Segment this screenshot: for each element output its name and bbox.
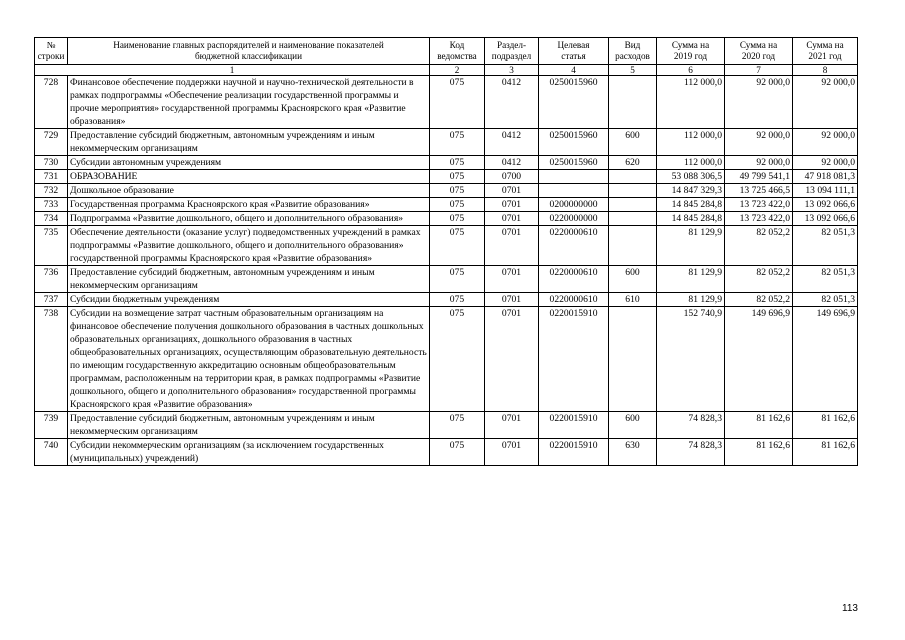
row-sum-2020: 149 696,9: [725, 307, 793, 412]
column-number: 7: [725, 65, 793, 76]
row-sum-2020: 92 000,0: [725, 156, 793, 170]
row-name: Субсидии некоммерческим организациям (за исключением государственных (муниципальных) учреждений): [68, 439, 430, 466]
row-section-code: 0700: [485, 170, 539, 184]
row-sum-2019: 53 088 306,5: [657, 170, 725, 184]
row-section-code: 0701: [485, 212, 539, 226]
row-target-code: 0220000610: [539, 293, 609, 307]
row-dept-code: 075: [430, 156, 485, 170]
column-number: 4: [539, 65, 609, 76]
row-sum-2020: 13 725 466,5: [725, 184, 793, 198]
table-row: [35, 129, 858, 156]
row-number: 734: [35, 212, 68, 226]
row-name: Финансовое обеспечение поддержки научной и научно-технической деятельности в рамках подпрограммы «Обеспечение реализации государственной программы и прочие мероприятия» государственной программы Красноярского края «Развитие образования»: [68, 76, 430, 129]
table-row: [35, 412, 858, 439]
row-dept-code: 075: [430, 293, 485, 307]
row-name: ОБРАЗОВАНИЕ: [68, 170, 430, 184]
row-expense-type: 610: [609, 293, 657, 307]
header-sum-2020: Сумма на 2020 год: [725, 38, 793, 65]
row-name: Субсидии автономным учреждениям: [68, 156, 430, 170]
table-row: [35, 184, 858, 198]
row-name: Предоставление субсидий бюджетным, автономным учреждениям и иным некоммерческим организациям: [68, 129, 430, 156]
row-sum-2021: 149 696,9: [793, 307, 858, 412]
row-name: Субсидии на возмещение затрат частным образовательным организациям на финансовое обеспечение получения дошкольного образования в частных дошкольных образовательных организациях, дошкольного образования в частных общеобразовательных организациях, осуществляющим образовательную деятельность по имеющим государственную аккредитацию основным общеобразовательным программам, расположенным на территории края, в рамках подпрограммы «Развитие дошкольного, общего и дополнительного образования» государственной программы Красноярского края «Развитие образования»: [68, 307, 430, 412]
row-sum-2019: 112 000,0: [657, 129, 725, 156]
row-dept-code: 075: [430, 76, 485, 129]
row-sum-2019: 81 129,9: [657, 226, 725, 266]
row-sum-2021: 13 092 066,6: [793, 198, 858, 212]
row-target-code: 0220000610: [539, 266, 609, 293]
column-number: 3: [485, 65, 539, 76]
row-sum-2020: 82 052,2: [725, 293, 793, 307]
row-sum-2021: 13 094 111,1: [793, 184, 858, 198]
row-name: Предоставление субсидий бюджетным, автономным учреждениям и иным некоммерческим организациям: [68, 266, 430, 293]
table-row: [35, 212, 858, 226]
column-number: 2: [430, 65, 485, 76]
row-target-code: 0220015910: [539, 412, 609, 439]
table-row: [35, 307, 858, 412]
row-expense-type: [609, 226, 657, 266]
row-sum-2020: 49 799 541,1: [725, 170, 793, 184]
row-expense-type: [609, 198, 657, 212]
row-number: 737: [35, 293, 68, 307]
row-target-code: 0250015960: [539, 129, 609, 156]
row-sum-2019: 112 000,0: [657, 76, 725, 129]
row-dept-code: 075: [430, 184, 485, 198]
row-sum-2019: 14 845 284,8: [657, 212, 725, 226]
row-dept-code: 075: [430, 412, 485, 439]
row-dept-code: 075: [430, 198, 485, 212]
row-target-code: 0250015960: [539, 156, 609, 170]
row-section-code: 0412: [485, 129, 539, 156]
table-row: [35, 170, 858, 184]
table-row: [35, 266, 858, 293]
row-dept-code: 075: [430, 212, 485, 226]
row-name: Дошкольное образование: [68, 184, 430, 198]
column-number: 6: [657, 65, 725, 76]
row-number: 730: [35, 156, 68, 170]
row-number: 739: [35, 412, 68, 439]
row-target-code: [539, 184, 609, 198]
header-num: № строки: [35, 38, 68, 65]
row-sum-2019: 152 740,9: [657, 307, 725, 412]
row-sum-2020: 13 723 422,0: [725, 198, 793, 212]
row-sum-2021: 13 092 066,6: [793, 212, 858, 226]
column-number: 8: [793, 65, 858, 76]
row-name: Обеспечение деятельности (оказание услуг) подведомственных учреждений в рамках подпрограммы «Развитие дошкольного, общего и дополнительного образования» государственной программы Красноярского края «Развитие образования»: [68, 226, 430, 266]
row-section-code: 0701: [485, 266, 539, 293]
row-target-code: 0200000000: [539, 198, 609, 212]
row-sum-2021: 81 162,6: [793, 412, 858, 439]
row-sum-2021: 82 051,3: [793, 266, 858, 293]
row-number: 728: [35, 76, 68, 129]
row-sum-2021: 47 918 081,3: [793, 170, 858, 184]
row-sum-2021: 92 000,0: [793, 156, 858, 170]
row-target-code: 0220000610: [539, 226, 609, 266]
row-sum-2019: 74 828,3: [657, 412, 725, 439]
row-target-code: 0220015910: [539, 439, 609, 466]
row-dept-code: 075: [430, 307, 485, 412]
row-section-code: 0701: [485, 198, 539, 212]
row-sum-2021: 82 051,3: [793, 293, 858, 307]
header-name: Наименование главных распорядителей и наименование показателей бюджетной классификации: [68, 38, 430, 65]
row-number: 729: [35, 129, 68, 156]
header-section: Раздел- подраздел: [485, 38, 539, 65]
row-sum-2019: 74 828,3: [657, 439, 725, 466]
row-number: 735: [35, 226, 68, 266]
row-section-code: 0701: [485, 293, 539, 307]
row-section-code: 0701: [485, 226, 539, 266]
row-section-code: 0701: [485, 412, 539, 439]
column-number: 1: [35, 65, 430, 76]
row-expense-type: 600: [609, 412, 657, 439]
row-sum-2021: 92 000,0: [793, 76, 858, 129]
table-row: [35, 293, 858, 307]
row-target-code: 0220000000: [539, 212, 609, 226]
row-sum-2019: 14 845 284,8: [657, 198, 725, 212]
table-row: [35, 156, 858, 170]
header-sum-2021: Сумма на 2021 год: [793, 38, 858, 65]
row-section-code: 0412: [485, 156, 539, 170]
column-number: 5: [609, 65, 657, 76]
row-number: 740: [35, 439, 68, 466]
row-name: Государственная программа Красноярского края «Развитие образования»: [68, 198, 430, 212]
page-number: 113: [842, 603, 858, 614]
row-sum-2020: 81 162,6: [725, 439, 793, 466]
row-expense-type: [609, 307, 657, 412]
row-expense-type: [609, 212, 657, 226]
row-number: 738: [35, 307, 68, 412]
row-dept-code: 075: [430, 439, 485, 466]
row-name: Субсидии бюджетным учреждениям: [68, 293, 430, 307]
header-row: [35, 38, 858, 65]
row-name: Предоставление субсидий бюджетным, автономным учреждениям и иным некоммерческим организациям: [68, 412, 430, 439]
table-row: [35, 76, 858, 129]
budget-table: [34, 37, 858, 466]
row-name: Подпрограмма «Развитие дошкольного, общего и дополнительного образования»: [68, 212, 430, 226]
row-sum-2021: 81 162,6: [793, 439, 858, 466]
row-sum-2020: 13 723 422,0: [725, 212, 793, 226]
row-sum-2021: 82 051,3: [793, 226, 858, 266]
row-number: 732: [35, 184, 68, 198]
row-expense-type: 630: [609, 439, 657, 466]
row-dept-code: 075: [430, 170, 485, 184]
header-target: Целевая статья: [539, 38, 609, 65]
row-target-code: 0220015910: [539, 307, 609, 412]
column-number-row: [35, 65, 858, 76]
row-expense-type: [609, 76, 657, 129]
row-number: 736: [35, 266, 68, 293]
table-row: [35, 226, 858, 266]
row-section-code: 0701: [485, 184, 539, 198]
header-dept: Код ведомства: [430, 38, 485, 65]
row-expense-type: 620: [609, 156, 657, 170]
row-sum-2019: 14 847 329,3: [657, 184, 725, 198]
table-row: [35, 439, 858, 466]
row-sum-2020: 92 000,0: [725, 129, 793, 156]
header-sum-2019: Сумма на 2019 год: [657, 38, 725, 65]
header-type: Вид расходов: [609, 38, 657, 65]
row-sum-2019: 81 129,9: [657, 266, 725, 293]
row-sum-2020: 82 052,2: [725, 266, 793, 293]
row-section-code: 0412: [485, 76, 539, 129]
row-target-code: [539, 170, 609, 184]
row-sum-2021: 92 000,0: [793, 129, 858, 156]
row-dept-code: 075: [430, 266, 485, 293]
row-expense-type: 600: [609, 266, 657, 293]
row-sum-2020: 82 052,2: [725, 226, 793, 266]
row-section-code: 0701: [485, 307, 539, 412]
table-row: [35, 198, 858, 212]
row-sum-2020: 92 000,0: [725, 76, 793, 129]
row-sum-2020: 81 162,6: [725, 412, 793, 439]
row-target-code: 0250015960: [539, 76, 609, 129]
row-sum-2019: 81 129,9: [657, 293, 725, 307]
row-section-code: 0701: [485, 439, 539, 466]
row-number: 733: [35, 198, 68, 212]
row-number: 731: [35, 170, 68, 184]
row-sum-2019: 112 000,0: [657, 156, 725, 170]
row-expense-type: 600: [609, 129, 657, 156]
row-dept-code: 075: [430, 129, 485, 156]
row-dept-code: 075: [430, 226, 485, 266]
row-expense-type: [609, 170, 657, 184]
row-expense-type: [609, 184, 657, 198]
